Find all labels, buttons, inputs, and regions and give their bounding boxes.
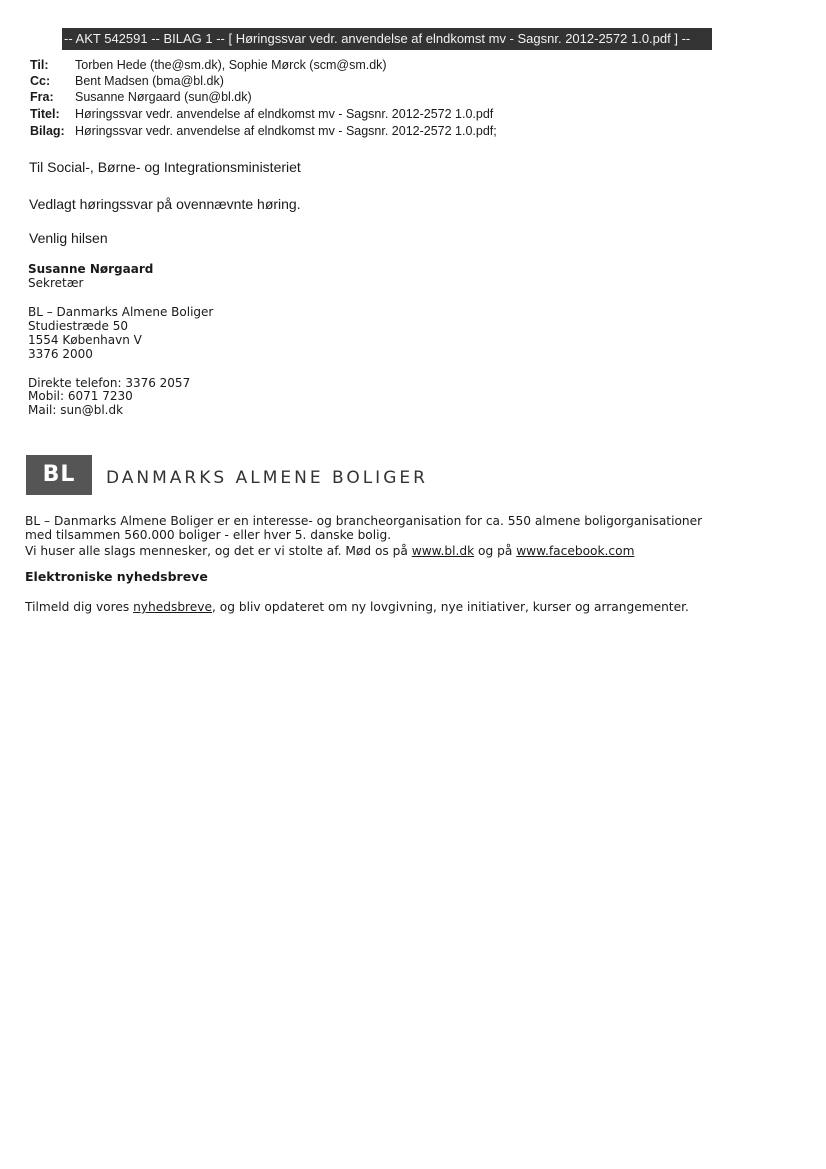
recipient-line: Til Social-, Børne- og Integrationsministeriet [29, 159, 301, 175]
greeting-line: Venlig hilsen [29, 230, 108, 246]
signature-mobile: Mobil: 6071 7230 [28, 389, 133, 403]
header-cc [30, 73, 224, 89]
cc-label: Cc: [30, 74, 51, 88]
footer-line-3-text: Vi huser alle slags mennesker, og det er vi stolte af. Mød os på [25, 544, 412, 558]
cc-value: Bent Madsen (bma@bl.dk) [75, 74, 224, 88]
signature-name: Susanne Nørgaard [28, 262, 154, 276]
message-line: Vedlagt høringssvar på ovennævnte høring. [29, 196, 301, 212]
bl-logo-mark: BL [26, 455, 92, 495]
newsletter-line [25, 600, 689, 614]
header-to [30, 57, 387, 73]
document-banner: -- AKT 542591 -- BILAG 1 -- [ Høringssvar vedr. anvendelse af elndkomst mv - Sagsnr. 2012-2572 1.0.pdf ] -- [62, 28, 712, 50]
footer-line-2: med tilsammen 560.000 boliger - eller hver 5. danske bolig. [25, 528, 392, 542]
newsletter-pre: Tilmeld dig vores [25, 600, 134, 614]
signature-role: Sekretær [28, 276, 84, 290]
newsletter-heading: Elektroniske nyhedsbreve [25, 569, 208, 584]
footer-line-1: BL – Danmarks Almene Boliger er en interesse- og brancheorganisation for ca. 550 almene boligorganisationer [25, 514, 703, 528]
facebook-link[interactable]: www.facebook.com [516, 544, 635, 558]
footer-line-3 [25, 544, 634, 558]
signature-street: Studiestræde 50 [28, 319, 129, 333]
attachment-value: Høringssvar vedr. anvendelse af elndkomst mv - Sagsnr. 2012-2572 1.0.pdf; [75, 124, 497, 138]
title-value: Høringssvar vedr. anvendelse af elndkomst mv - Sagsnr. 2012-2572 1.0.pdf [75, 107, 494, 121]
signature-mail: Mail: sun@bl.dk [28, 403, 124, 417]
from-value: Susanne Nørgaard (sun@bl.dk) [75, 90, 252, 104]
bl-logo-text: DANMARKS ALMENE BOLIGER [106, 468, 428, 488]
signature-phone: 3376 2000 [28, 347, 93, 361]
to-value: Torben Hede (the@sm.dk), Sophie Mørck (scm@sm.dk) [75, 58, 387, 72]
header-from [30, 89, 252, 105]
from-label: Fra: [30, 90, 54, 104]
to-label: Til: [30, 58, 49, 72]
newsletter-link[interactable]: nyhedsbreve [133, 600, 213, 614]
header-attachment [30, 123, 497, 139]
attachment-label: Bilag: [30, 124, 65, 138]
signature-city: 1554 København V [28, 333, 142, 347]
title-label: Titel: [30, 107, 60, 121]
newsletter-post: , og bliv opdateret om ny lovgivning, nye initiativer, kurser og arrangementer. [212, 600, 689, 614]
bl-website-link[interactable]: www.bl.dk [411, 544, 475, 558]
signature-direct-phone: Direkte telefon: 3376 2057 [28, 376, 191, 390]
header-title [30, 106, 493, 122]
signature-org: BL – Danmarks Almene Boliger [28, 305, 214, 319]
footer-line-3-mid: og på [474, 544, 517, 558]
